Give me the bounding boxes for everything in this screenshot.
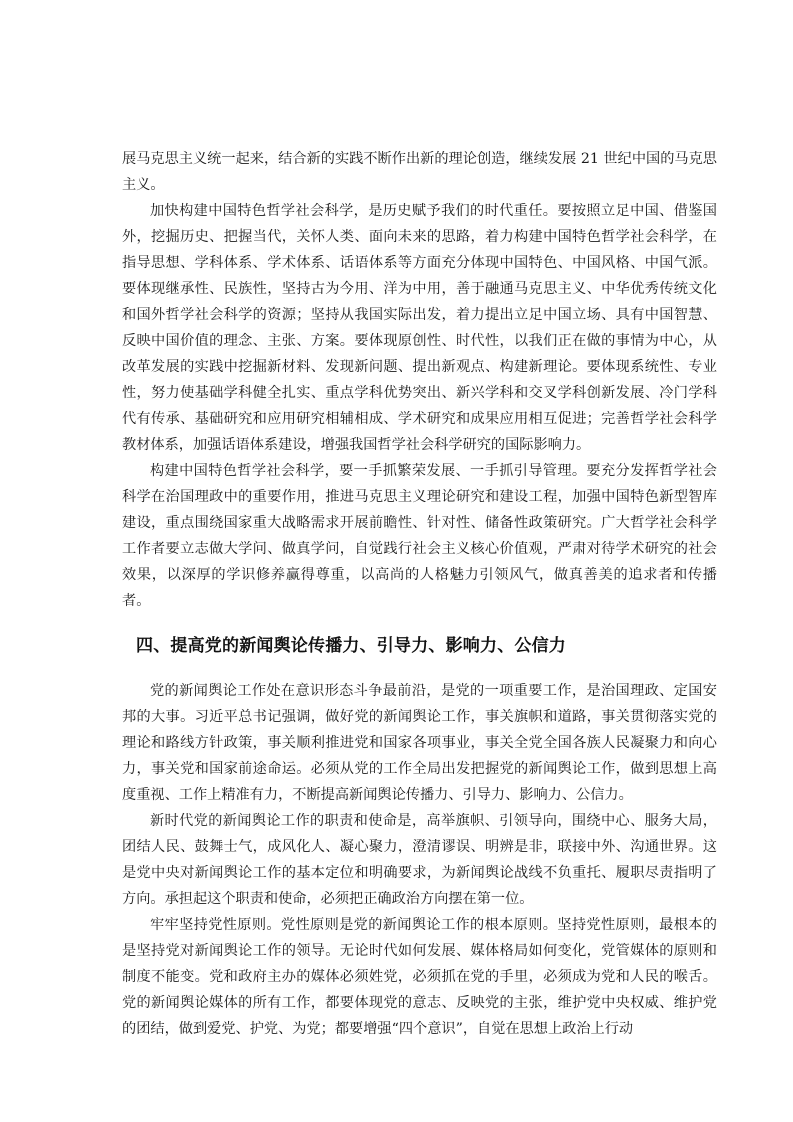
paragraph-philosophy-social-science: 加快构建中国特色哲学社会科学，是历史赋予我们的时代重任。要按照立足中国、借鉴国外，挖掘历史、把握当代，关怀人类、面向未来的思路，着力构建中国特色哲学社会科学，在指导思想、学科体系、学术体系、话语体系等方面充分体现中国特色、中国风格、中国气派。要体现继承性、民族性，坚持古为今用、洋为中用，善于融通马克思主义、中华优秀传统文化和国外哲学社会科学的资源；坚持从我国实际出发，着力提出立足中国立场、具有中国智慧、反映中国价值的理念、主张、方案。要体现原创性、时代性，以我们正在做的事情为中心，从改革发展的实践中挖掘新材料、发现新问题、提出新观点、构建新理论。要体现系统性、专业性，努力使基础学科健全扎实、重点学科优势突出、新兴学科和交叉学科创新发展、冷门学科代有传承、基础研究和应用研究相辅相成、学术研究和成果应用相互促进；完善哲学社会科学教材体系，加强话语体系建设，增强我国哲学社会科学研究的国际影响力。	[122, 203, 717, 453]
section-heading: 四、提高党的新闻舆论传播力、引导力、影响力、公信力	[136, 636, 566, 656]
document-body	[122, 146, 717, 1042]
paragraph-party-principle: 牢牢坚持党性原则。党性原则是党的新闻舆论工作的根本原则。坚持党性原则，最根本的是坚持党对新闻舆论工作的领导。无论时代如何发展、媒体格局如何变化，党管媒体的原则和制度不能变。党和政府主办的媒体必须姓党，必须抓在党的手里，必须成为党和人民的喉舌。党的新闻舆论媒体的所有工作，都要体现党的意志、反映党的主张，维护党中央权威、维护党的团结，做到爱党、护党、为党；都要增强“四个意识”，自觉在思想上政治上行动	[122, 917, 717, 1037]
paragraph-continued: 展马克思主义统一起来，结合新的实践不断作出新的理论创造，继续发展 21 世纪中国的马克思主义。	[122, 151, 717, 193]
paragraph-prosperity-guidance: 构建中国特色哲学社会科学，要一手抓繁荣发展、一手抓引导管理。要充分发挥哲学社会科学在治国理政中的重要作用，推进马克思主义理论研究和建设工程，加强中国特色新型智库建设，重点围绕国家重大战略需求开展前瞻性、针对性、储备性政策研究。广大哲学社会科学工作者要立志做大学问、做真学问，自觉践行社会主义核心价值观，严肃对待学术研究的社会效果，以深厚的学识修养赢得尊重，以高尚的人格魅力引领风气，做真善美的追求者和传播者。	[122, 463, 717, 609]
paragraph-news-opinion-work: 党的新闻舆论工作处在意识形态斗争最前沿，是党的一项重要工作，是治国理政、定国安邦的大事。习近平总书记强调，做好党的新闻舆论工作，事关旗帜和道路，事关贯彻落实党的理论和路线方针政策，事关顺利推进党和国家各项事业，事关全党全国各族人民凝聚力和向心力，事关党和国家前途命运。必须从党的工作全局出发把握党的新闻舆论工作，做到思想上高度重视、工作上精准有力，不断提高新闻舆论传播力、引导力、影响力、公信力。	[122, 683, 717, 803]
paragraph-duties-mission: 新时代党的新闻舆论工作的职责和使命是，高举旗帜、引领导向，围绕中心、服务大局，团结人民、鼓舞士气，成风化人、凝心聚力，澄清谬误、明辨是非，联接中外、沟通世界。这是党中央对新闻舆论工作的基本定位和明确要求，为新闻舆论战线不负重托、履职尽责指明了方向。承担起这个职责和使命，必须把正确政治方向摆在第一位。	[122, 813, 717, 907]
